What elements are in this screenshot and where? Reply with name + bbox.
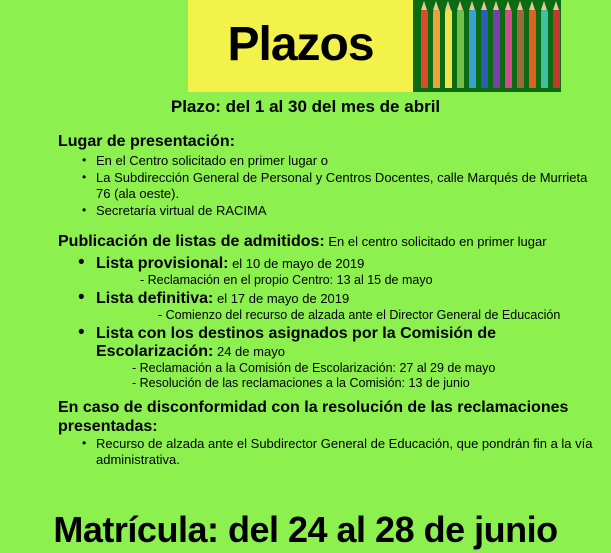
list-item: • Recurso de alzada ante el Subdirector General de Educación, que pondrán fin a la vía administrativa.	[80, 436, 597, 468]
item-note: - Reclamación en el propio Centro: 13 al 15 de mayo	[140, 273, 433, 287]
item-note: - Resolución de las reclamaciones a la Comisión: 13 de junio	[132, 376, 470, 390]
item-tail: el 17 de mayo de 2019	[213, 291, 350, 306]
list-item	[78, 325, 597, 391]
pencils-image	[413, 0, 561, 92]
subtitle-plazo: Plazo: del 1 al 30 del mes de abril	[170, 97, 441, 116]
item-tail: el 10 de mayo de 2019	[228, 256, 365, 271]
item-title: Lista con los destinos asignados por la Comisión de Escolarización:	[96, 325, 497, 360]
list-lugar	[14, 153, 597, 219]
item-title: Lista provisional:	[96, 255, 229, 272]
footer-matricula: Matrícula: del 24 al 28 de junio	[53, 509, 558, 550]
list-item	[78, 255, 597, 288]
section-heading-publicacion	[58, 233, 597, 251]
list-publicacion	[14, 255, 597, 391]
item-tail: 24 de mayo	[213, 344, 285, 359]
section-heading-lugar: Lugar de presentación:	[58, 133, 235, 150]
list-item: • Secretaría virtual de RACIMA	[80, 203, 597, 219]
header-banner	[0, 0, 611, 92]
document-body	[0, 117, 611, 468]
publicacion-heading-tail: En el centro solicitado en primer lugar	[324, 234, 547, 249]
list-item: • La Subdirección General de Personal y Centros Docentes, calle Marqués de Murrieta 76 (ala oeste).	[80, 170, 597, 202]
list-item	[78, 290, 597, 323]
list-disconformidad	[14, 436, 597, 468]
page-title: Plazos	[227, 18, 374, 71]
publicacion-heading-text: Publicación de listas de admitidos:	[58, 233, 325, 250]
item-note: - Comienzo del recurso de alzada ante el Director General de Educación	[158, 308, 561, 322]
item-note: - Reclamación a la Comisión de Escolarización: 27 al 29 de mayo	[132, 361, 496, 375]
list-item: • En el Centro solicitado en primer lugar o	[80, 153, 597, 169]
section-heading-disconformidad: En caso de disconformidad con la resolución de las reclamaciones presentadas:	[58, 399, 569, 435]
item-title: Lista definitiva:	[96, 290, 214, 307]
